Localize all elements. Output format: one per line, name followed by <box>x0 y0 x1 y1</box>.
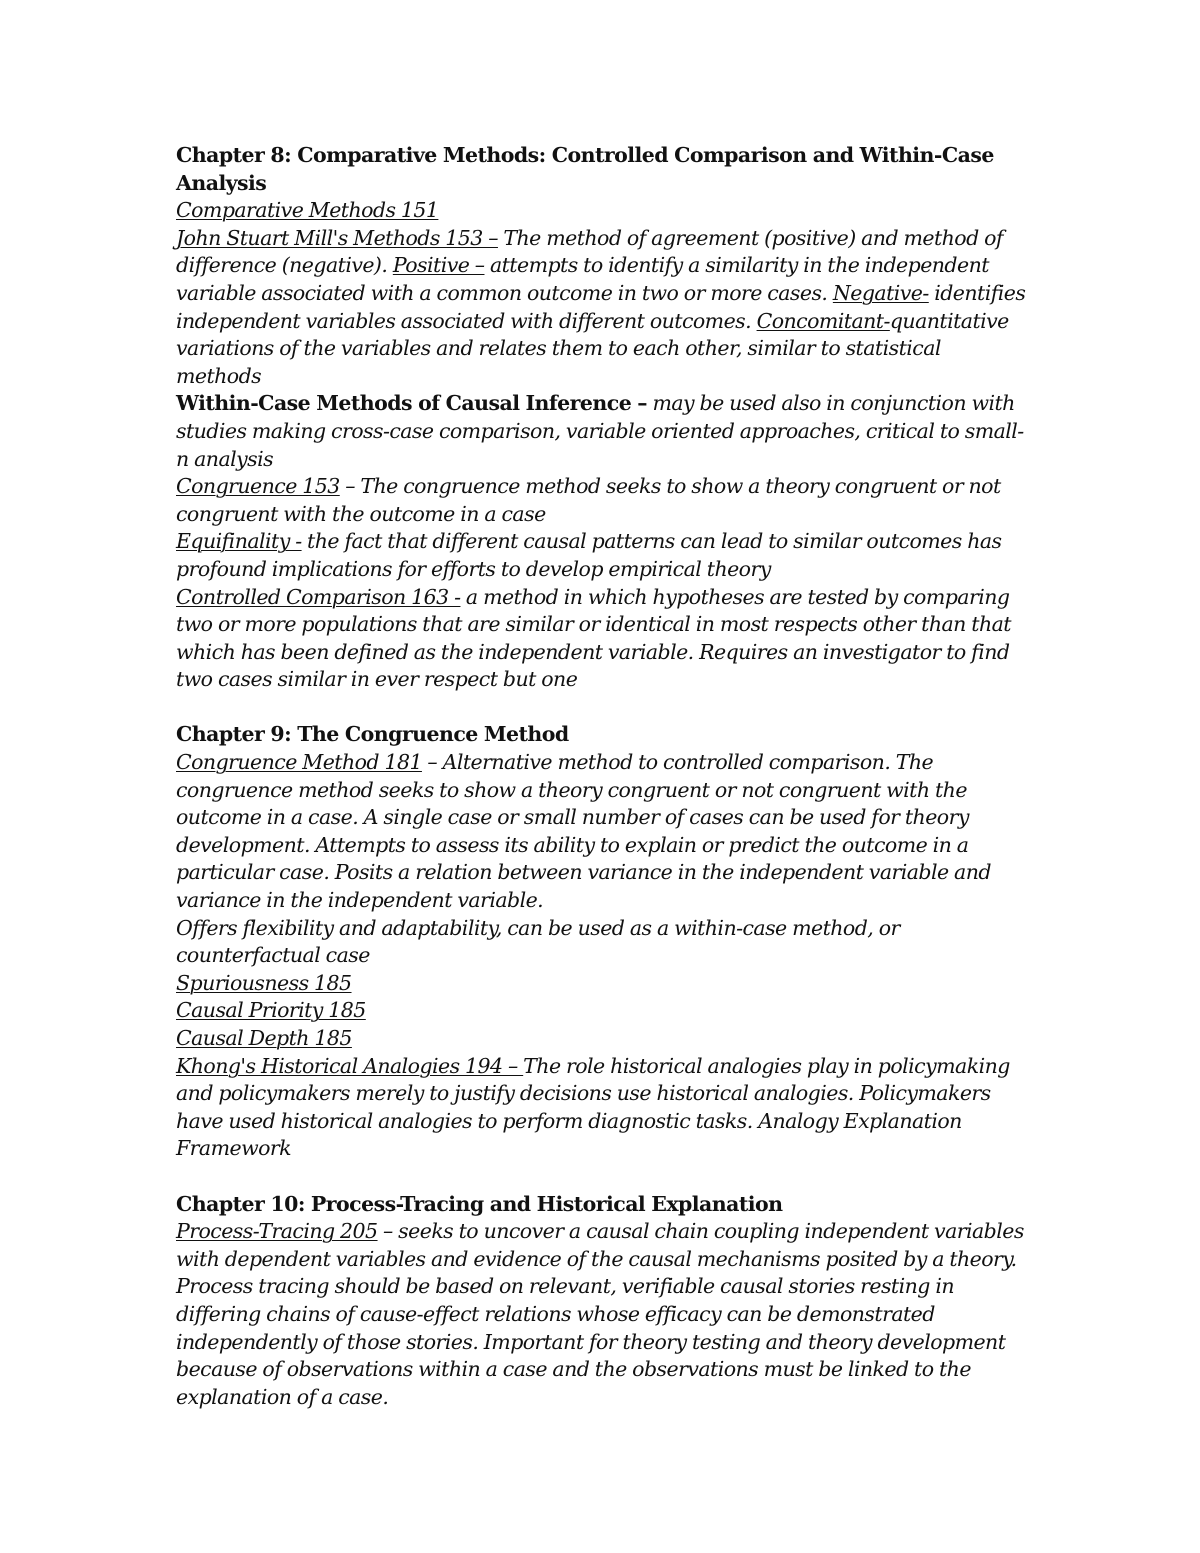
process-tracing-text: – seeks to uncover a causal chain coupling independent variables with dependent variables and evidence of the causal mechanisms posited by a theory. Process tracing should be based on relevant, verifiable causal stories resting in differing chains of cause-effect relations whose efficacy can be demonstrated independently of those stories. Important for theory testing and theory development because of observations within a case and the observations must be linked to the explanation of a case. <box>176 1219 1024 1409</box>
chapter-10-heading: Chapter 10: Process-Tracing and Historical Explanation <box>176 1191 783 1216</box>
congruence-text: – The congruence method seeks to show a theory congruent or not congruent with the outcome in a case <box>176 474 1001 526</box>
congruence-term: Congruence 153 <box>176 474 340 499</box>
congruence-method-term: Congruence Method 181 <box>176 750 422 775</box>
positive-text: attempts to identify a similarity in the independent variable associated with a common outcome in two or more cases. <box>176 253 989 305</box>
process-tracing-term: Process-Tracing 205 <box>176 1219 378 1244</box>
equifinality-text: the fact that different causal patterns can lead to similar outcomes has profound implications for efforts to develop empirical theory <box>176 529 1002 581</box>
spuriousness-entry <box>176 970 1026 998</box>
comparative-methods-term: Comparative Methods 151 <box>176 198 439 223</box>
paragraph-spacer <box>176 694 1026 722</box>
positive-term: Positive – <box>392 253 485 278</box>
causal-priority-term: Causal Priority 185 <box>176 998 366 1023</box>
negative-text: identifies independent variables associated with different outcomes. <box>176 280 1026 333</box>
controlled-comparison-term: Controlled Comparison 163 - <box>176 584 461 609</box>
concomitant-text: quantitative variations of the variables and relates them to each other, similar to statistical methods <box>176 308 1009 388</box>
document-body <box>176 142 1026 1411</box>
chapter-9-heading: Chapter 9: The Congruence Method <box>176 722 569 747</box>
mill-methods-text: The method of agreement (positive) and method of difference (negative). <box>176 225 1003 278</box>
within-case-entry <box>176 390 1026 473</box>
within-case-text: may be used also in conjunction with studies making cross-case comparison, variable oriented approaches, critical to small-n analysis <box>176 391 1024 471</box>
congruence-method-entry <box>176 749 1026 915</box>
process-tracing-entry <box>176 1218 1026 1411</box>
concomitant-term: Concomitant- <box>756 308 890 333</box>
offers-flexibility-text: Offers flexibility and adaptability, can be used as a within-case method, or counterfactual case <box>176 915 900 968</box>
equifinality-entry <box>176 528 1026 583</box>
negative-term: Negative- <box>832 280 929 305</box>
paragraph-spacer <box>176 1163 1026 1191</box>
spuriousness-term: Spuriousness 185 <box>176 970 352 995</box>
comparative-methods-entry <box>176 197 1026 225</box>
mill-methods-entry <box>176 225 1026 391</box>
causal-depth-entry <box>176 1025 1026 1053</box>
congruence-entry <box>176 473 1026 528</box>
khong-entry <box>176 1053 1026 1163</box>
controlled-comparison-text: a method in which hypotheses are tested by comparing two or more populations that are similar or identical in most respects other than that which has been defined as the independent variable. Requires an investigator to find two cases similar in ever respect but one <box>176 584 1011 692</box>
mill-methods-term: John Stuart Mill's Methods 153 – <box>176 225 498 250</box>
causal-priority-entry <box>176 997 1026 1025</box>
within-case-term: Within-Case Methods of Causal Inference – <box>176 391 647 416</box>
causal-depth-term: Causal Depth 185 <box>176 1026 352 1050</box>
equifinality-term: Equifinality - <box>176 529 302 554</box>
chapter-8-heading: Chapter 8: Comparative Methods: Controlled Comparison and Within-Case Analysis <box>176 143 994 195</box>
khong-text: The role historical analogies play in policymaking and policymakers merely to justify decisions use historical analogies. Policymakers have used historical analogies to perform diagnostic tasks. Analogy Explanation Framework <box>176 1053 1010 1161</box>
controlled-comparison-entry <box>176 584 1026 694</box>
khong-term: Khong's Historical Analogies 194 – <box>176 1053 524 1078</box>
congruence-method-text: – Alternative method to controlled comparison. The congruence method seeks to show a theory congruent or not congruent with the outcome in a case. A single case or small number of cases can be used for theory development. Attempts to assess its ability to explain or predict the outcome in a particular case. Posits a relation between variance in the independent variable and variance in the independent variable. <box>176 750 991 913</box>
